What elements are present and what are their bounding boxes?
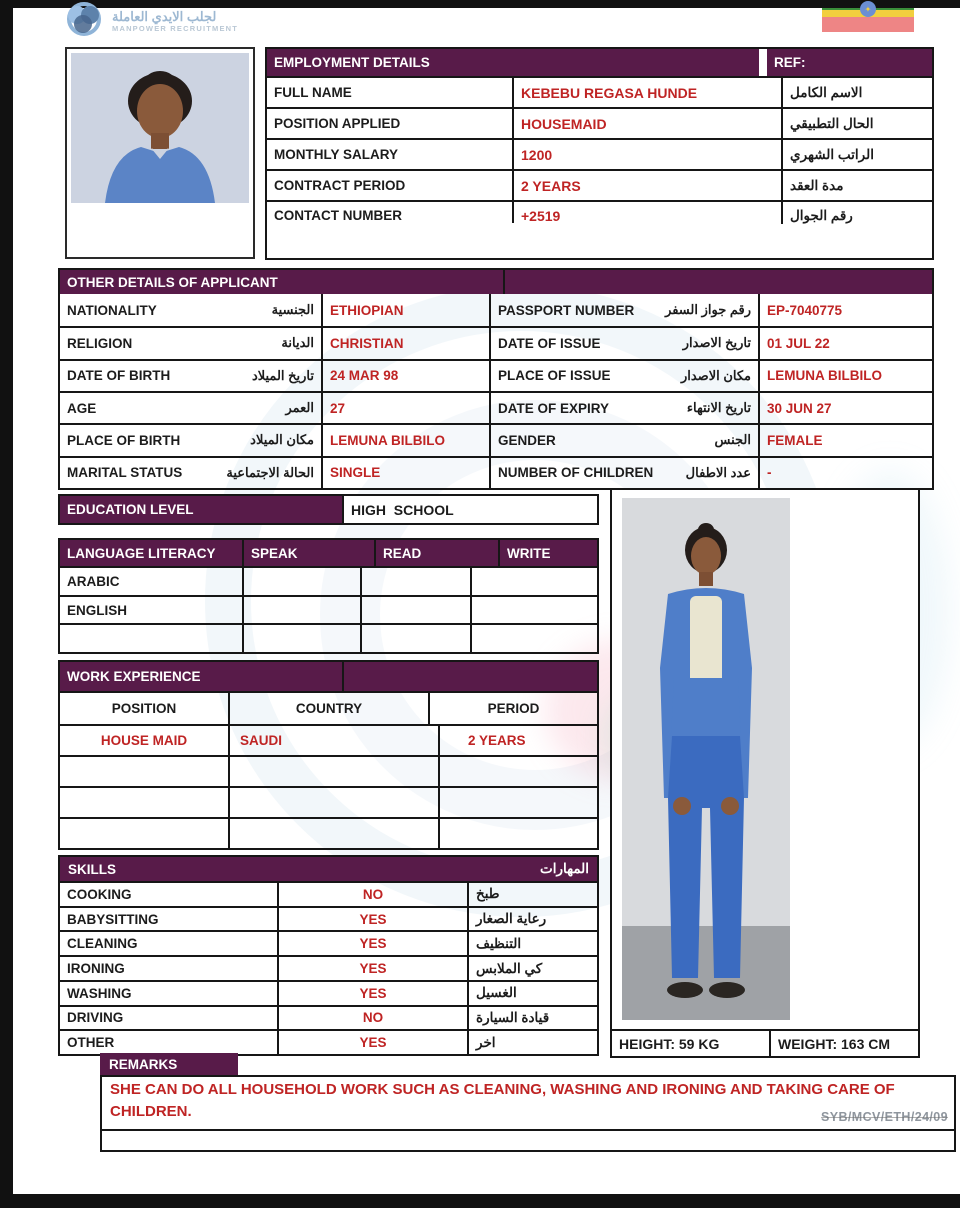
field-label: PLACE OF ISSUE — [498, 368, 611, 384]
work-period: 2 YEARS — [468, 733, 526, 748]
field-label: RELIGION — [67, 335, 133, 351]
field-label-arabic: الراتب الشهري — [790, 146, 874, 162]
field-label-arabic: الديانة — [281, 335, 314, 351]
field-label: DATE OF ISSUE — [498, 335, 601, 351]
skill-value: NO — [279, 883, 469, 906]
field-label: AGE — [67, 400, 97, 416]
skills-title: SKILLS — [68, 861, 117, 877]
field-label-arabic: عدد الاطفال — [685, 464, 751, 480]
skill-name: COOKING — [60, 883, 279, 906]
work-position — [60, 819, 230, 848]
other-details-header — [60, 270, 932, 294]
empty-cell — [362, 625, 472, 652]
table-row — [60, 881, 597, 906]
remarks-empty-row — [100, 1131, 956, 1152]
field-label-arabic: تاريخ الميلاد — [251, 367, 314, 383]
work-period — [440, 757, 597, 786]
field-value: KEBEBU REGASA HUNDE — [514, 78, 783, 107]
field-label-arabic: العمر — [285, 400, 314, 416]
field-label: DATE OF EXPIRY — [498, 400, 610, 416]
skill-name-arabic: الغسيل — [476, 985, 517, 1001]
field-value: LEMUNA BILBILO — [767, 368, 882, 384]
field-value: 01 JUL 22 — [767, 335, 830, 351]
empty-cell — [472, 625, 597, 652]
table-row — [60, 566, 597, 595]
table-row — [60, 930, 597, 955]
field-label: CONTRACT PERIOD — [267, 171, 514, 200]
skill-name: CLEANING — [60, 932, 279, 955]
employment-table-header — [267, 49, 932, 78]
work-period — [440, 819, 597, 848]
language-name — [60, 625, 244, 652]
applicant-fullbody-photo — [612, 490, 918, 1029]
skill-value: YES — [279, 957, 469, 980]
table-row — [60, 726, 597, 757]
language-name: ENGLISH — [60, 597, 244, 624]
empty-cell — [472, 568, 597, 595]
applicant-headshot-photo — [65, 47, 255, 259]
table-row — [267, 140, 932, 171]
field-label-arabic: مدة العقد — [790, 177, 844, 193]
field-label-arabic: الحالة الاجتماعية — [226, 464, 314, 480]
field-value: 27 — [330, 400, 346, 416]
remarks-text: SHE CAN DO ALL HOUSEHOLD WORK SUCH AS CLEANING, WASHING AND IRONING AND TAKING CARE OF CHILDREN. — [100, 1075, 956, 1131]
work-experience-header-right — [342, 662, 597, 691]
empty-cell — [472, 597, 597, 624]
document-code: SYB/MCV/ETH/24/09 — [821, 1110, 948, 1124]
skill-name-arabic: التنظيف — [476, 935, 522, 951]
height-label: HEIGHT: 59 KG — [612, 1031, 771, 1056]
table-row — [60, 595, 597, 624]
work-country — [230, 788, 440, 817]
table-row — [60, 955, 597, 980]
education-label: EDUCATION LEVEL — [60, 496, 342, 523]
ref-label: REF: — [767, 49, 932, 76]
work-position — [60, 788, 230, 817]
work-experience-title: WORK EXPERIENCE — [67, 669, 201, 684]
work-country — [230, 819, 440, 848]
field-label-arabic: مكان الاصدار — [680, 367, 751, 383]
skill-name-arabic: رعاية الصغار — [476, 911, 547, 927]
column-header: POSITION — [60, 693, 230, 724]
skill-name-arabic: كي الملابس — [476, 960, 543, 976]
skill-name-arabic: اخر — [476, 1034, 496, 1050]
column-header: READ — [376, 540, 500, 566]
field-value: ETHIOPIAN — [330, 302, 404, 318]
table-row — [60, 980, 597, 1005]
table-row — [267, 171, 932, 202]
table-row — [60, 359, 489, 391]
skills-table — [58, 855, 599, 1056]
table-row — [491, 391, 932, 423]
table-row — [491, 326, 932, 358]
table-row — [60, 906, 597, 931]
field-label-arabic: مكان الميلاد — [250, 432, 314, 448]
skill-name: BABYSITTING — [60, 908, 279, 931]
empty-cell — [244, 568, 362, 595]
field-value: 1200 — [514, 140, 783, 169]
field-label-arabic: الجنسية — [271, 302, 314, 318]
other-details-right-column — [491, 294, 932, 488]
work-country: SAUDI — [230, 726, 440, 755]
flag-emblem: ✦ — [860, 1, 876, 17]
skill-name: DRIVING — [60, 1007, 279, 1030]
field-value: CHRISTIAN — [330, 335, 404, 351]
field-value: HOUSEMAID — [514, 109, 783, 138]
table-row — [491, 456, 932, 488]
table-row — [267, 202, 932, 258]
field-value: SINGLE — [330, 465, 381, 481]
other-details-left-column — [60, 294, 491, 488]
other-details-title: OTHER DETAILS OF APPLICANT — [67, 274, 278, 290]
work-experience-table — [58, 660, 599, 850]
field-value: FEMALE — [767, 432, 823, 448]
other-details-table — [58, 268, 934, 490]
empty-cell — [244, 625, 362, 652]
column-header: SPEAK — [244, 540, 376, 566]
remarks-title: REMARKS — [100, 1053, 238, 1075]
work-table-columns — [60, 693, 597, 726]
table-row — [60, 423, 489, 455]
field-label-arabic: الجنس — [714, 432, 751, 448]
table-row — [60, 757, 597, 788]
skills-header — [60, 857, 597, 881]
field-label: FULL NAME — [267, 78, 514, 107]
skills-title-arabic: المهارات — [540, 861, 589, 876]
skill-value: YES — [279, 1031, 469, 1054]
language-literacy-table — [58, 538, 599, 654]
field-label: GENDER — [498, 432, 556, 448]
applicant-fullbody-photo-box — [610, 488, 920, 1058]
language-name: ARABIC — [60, 568, 244, 595]
table-row — [267, 78, 932, 109]
field-value: 30 JUN 27 — [767, 400, 832, 416]
table-row — [60, 391, 489, 423]
header-gap — [759, 49, 767, 76]
skill-name: OTHER — [60, 1031, 279, 1054]
field-label: POSITION APPLIED — [267, 109, 514, 138]
agency-logo — [62, 1, 238, 42]
skill-value: NO — [279, 1007, 469, 1030]
table-row — [60, 623, 597, 652]
table-row — [267, 109, 932, 140]
body-measurements-row — [612, 1029, 918, 1056]
ethiopia-flag-icon — [822, 0, 914, 32]
skill-value: YES — [279, 932, 469, 955]
field-value: EP-7040775 — [767, 302, 843, 318]
empty-cell — [362, 597, 472, 624]
field-label-arabic: رقم الجوال — [790, 208, 853, 223]
table-row — [60, 456, 489, 488]
work-position — [60, 757, 230, 786]
table-row — [60, 788, 597, 819]
table-row — [60, 1005, 597, 1030]
empty-cell — [362, 568, 472, 595]
weight-label: WEIGHT: 163 CM — [778, 1035, 891, 1052]
globe-logo-icon — [62, 1, 106, 42]
field-label: DATE OF BIRTH — [67, 368, 171, 384]
left-black-bar — [0, 0, 13, 1194]
field-label: MONTHLY SALARY — [267, 140, 514, 169]
field-value: 24 MAR 98 — [330, 368, 399, 384]
employment-details-table — [265, 47, 934, 260]
education-level-bar — [58, 494, 599, 525]
field-value: 2 YEARS — [514, 171, 783, 200]
language-table-header — [60, 540, 597, 566]
bottom-black-bar — [0, 1194, 960, 1208]
table-row — [491, 423, 932, 455]
field-label: PASSPORT NUMBER — [498, 302, 635, 318]
skill-value: YES — [279, 982, 469, 1005]
work-country — [230, 757, 440, 786]
field-label: PLACE OF BIRTH — [67, 432, 181, 448]
table-row — [60, 326, 489, 358]
agency-name-english: MANPOWER RECRUITMENT — [112, 23, 239, 33]
skill-name-arabic: طبخ — [476, 886, 500, 902]
field-label: CONTACT NUMBER — [267, 202, 514, 223]
field-label-arabic: تاريخ الاصدار — [682, 335, 751, 351]
field-value: +2519 — [514, 202, 783, 224]
field-value: LEMUNA BILBILO — [330, 432, 445, 448]
skill-name: IRONING — [60, 957, 279, 980]
field-label: NATIONALITY — [67, 302, 157, 318]
field-label: MARITAL STATUS — [67, 465, 183, 481]
employment-title: EMPLOYMENT DETAILS — [267, 49, 759, 76]
work-period — [440, 788, 597, 817]
column-header: WRITE — [500, 540, 597, 566]
table-row — [60, 294, 489, 326]
table-row — [491, 359, 932, 391]
skill-name: WASHING — [60, 982, 279, 1005]
field-label-arabic: تاريخ الانتهاء — [686, 400, 751, 416]
table-row — [60, 819, 597, 848]
empty-cell — [244, 597, 362, 624]
field-value: - — [767, 465, 772, 481]
field-label: NUMBER OF CHILDREN — [498, 465, 654, 481]
column-header: PERIOD — [487, 701, 540, 716]
remarks-section — [100, 1053, 956, 1152]
table-row — [60, 1029, 597, 1054]
education-value: HIGH SCHOOL — [342, 496, 597, 523]
column-header: COUNTRY — [230, 693, 430, 724]
skill-value: YES — [279, 908, 469, 931]
field-label-arabic: الحال التطبيقي — [790, 115, 874, 131]
agency-name-arabic: لجلب الايدي العاملة — [112, 9, 217, 25]
column-header: LANGUAGE LITERACY — [60, 540, 244, 566]
other-details-header-right — [503, 270, 932, 294]
table-row — [491, 294, 932, 326]
work-experience-header — [60, 662, 597, 693]
work-position: HOUSE MAID — [60, 726, 230, 755]
skill-name-arabic: قيادة السيارة — [476, 1009, 550, 1025]
field-label-arabic: رقم جواز السفر — [665, 302, 751, 318]
field-label-arabic: الاسم الكامل — [790, 84, 863, 100]
